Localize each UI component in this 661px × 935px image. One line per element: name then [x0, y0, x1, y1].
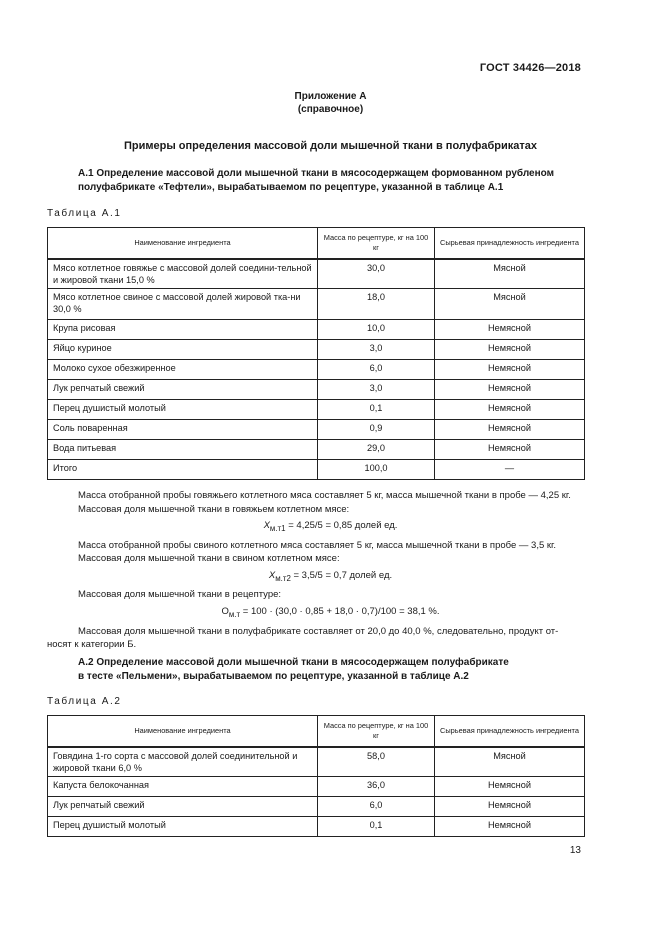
table-header-row [48, 716, 585, 747]
mass-cell: 30,0 [318, 259, 435, 289]
formula-subscript: м.т2 [275, 573, 291, 583]
paragraph: Масса отобранной пробы свиного котлетного мяса составляет 5 кг, масса мышечной ткани в пробе — 3,5 кг. [78, 540, 556, 551]
page-title: Примеры определения массовой доли мышечной ткани в полуфабрикатах [124, 140, 537, 152]
ingredient-cell: Вода питьевая [48, 440, 318, 460]
column-header-mass: Масса по рецептуре, кг на 100 кг [318, 228, 435, 259]
category-cell: Немясной [435, 320, 585, 340]
table-row [48, 777, 585, 797]
mass-cell: 100,0 [318, 460, 435, 480]
ingredient-cell: Яйцо куриное [48, 340, 318, 360]
formula-subscript: м.т1 [269, 523, 286, 533]
document-id: ГОСТ 34426—2018 [479, 62, 581, 74]
formula-subscript: м.т [228, 609, 241, 619]
table-row [48, 440, 585, 460]
paragraph: Масса отобранной пробы говяжьего котлетного мяса составляет 5 кг, масса мышечной ткани в пробе — 4,25 кг. [78, 490, 571, 501]
formula-variable: X [268, 570, 276, 581]
category-cell: Немясной [435, 400, 585, 420]
category-cell: Немясной [435, 340, 585, 360]
table-row [48, 360, 585, 380]
paragraph: Массовая доля мышечной ткани в полуфабрикате составляет от 20,0 до 40,0 %, следовательно, продукт от- [78, 626, 559, 637]
category-cell: Немясной [435, 777, 585, 797]
formula-expression: = 100 · (30,0 · 0,85 + 18,0 · 0,7)/100 = 38,1 %. [240, 606, 440, 617]
column-header-ingredient: Наименование ингредиента [48, 716, 318, 747]
table-row [48, 320, 585, 340]
table-row [48, 797, 585, 817]
mass-cell: 6,0 [318, 797, 435, 817]
mass-cell: 0,1 [318, 817, 435, 837]
table-row [48, 460, 585, 480]
formula-expression: = 4,25/5 = 0,85 долей ед. [285, 520, 398, 531]
formula-variable: X [263, 520, 270, 531]
section-a2-heading-line: в тесте «Пельмени», вырабатываемом по рецептуре, указанной в таблице А.2 [78, 671, 469, 682]
column-header-ingredient: Наименование ингредиента [48, 228, 318, 259]
formula-expression: = 3,5/5 = 0,7 долей ед. [290, 570, 393, 581]
category-cell: Немясной [435, 797, 585, 817]
ingredient-cell: Лук репчатый свежий [48, 380, 318, 400]
table-a2-caption: Таблица А.2 [47, 696, 122, 707]
mass-cell: 36,0 [318, 777, 435, 797]
formula-pork [0, 570, 661, 583]
category-cell: Немясной [435, 360, 585, 380]
ingredient-cell: Соль поваренная [48, 420, 318, 440]
category-cell: Немясной [435, 440, 585, 460]
formula-variable: О [221, 606, 229, 617]
ingredient-cell: Молоко сухое обезжиренное [48, 360, 318, 380]
ingredient-cell: Капуста белокочанная [48, 777, 318, 797]
appendix-title: Приложение А [294, 91, 367, 102]
mass-cell: 0,1 [318, 400, 435, 420]
table-row [48, 817, 585, 837]
paragraph: носят к категории Б. [47, 639, 137, 650]
ingredient-cell: Крупа рисовая [48, 320, 318, 340]
mass-cell: 18,0 [318, 289, 435, 320]
paragraph: Массовая доля мышечной ткани в говяжьем котлетном мясе: [78, 504, 350, 515]
table-row [48, 747, 585, 777]
category-cell: Мясной [435, 259, 585, 289]
ingredient-cell: Перец душистый молотый [48, 817, 318, 837]
ingredient-cell: Перец душистый молотый [48, 400, 318, 420]
table-row [48, 289, 585, 320]
table-a2 [47, 715, 585, 837]
formula-beef [0, 520, 661, 533]
paragraph: Массовая доля мышечной ткани в свином котлетном мясе: [78, 553, 340, 564]
table-a1 [47, 227, 585, 480]
mass-cell: 10,0 [318, 320, 435, 340]
table-row [48, 380, 585, 400]
category-cell: Немясной [435, 817, 585, 837]
category-cell: Мясной [435, 747, 585, 777]
appendix-heading [0, 90, 661, 116]
ingredient-cell: Итого [48, 460, 318, 480]
column-header-mass: Масса по рецептуре, кг на 100 кг [318, 716, 435, 747]
column-header-category: Сырьевая принадлежность ингредиента [435, 228, 585, 259]
section-a2-heading [78, 656, 588, 684]
section-a2-heading-line: А.2 Определение массовой доли мышечной ткани в мясосодержащем полуфабрикате [78, 657, 509, 668]
mass-cell: 58,0 [318, 747, 435, 777]
category-cell: Мясной [435, 289, 585, 320]
column-header-category: Сырьевая принадлежность ингредиента [435, 716, 585, 747]
table-row [48, 400, 585, 420]
ingredient-cell: Мясо котлетное говяжье с массовой долей соедини-тельной и жировой ткани 15,0 % [48, 259, 318, 289]
category-cell: — [435, 460, 585, 480]
table-row [48, 420, 585, 440]
table-row [48, 259, 585, 289]
appendix-status: (справочное) [297, 104, 364, 115]
table-header-row [48, 228, 585, 259]
mass-cell: 3,0 [318, 380, 435, 400]
section-a1-heading: А.1 Определение массовой доли мышечной ткани в мясосодержащем формованном рубленом полуфабрикате «Тефтели», вырабатываемом по рецептуре, указанной в таблице А.1 [78, 168, 555, 193]
table-a1-caption: Таблица А.1 [47, 208, 122, 219]
mass-cell: 29,0 [318, 440, 435, 460]
ingredient-cell: Говядина 1-го сорта с массовой долей соединительной и жировой ткани 6,0 % [48, 747, 318, 777]
mass-cell: 3,0 [318, 340, 435, 360]
category-cell: Немясной [435, 420, 585, 440]
table-row [48, 340, 585, 360]
page-number: 13 [569, 845, 581, 856]
mass-cell: 6,0 [318, 360, 435, 380]
paragraph: Массовая доля мышечной ткани в рецептуре: [78, 589, 282, 600]
formula-recipe [0, 606, 661, 619]
category-cell: Немясной [435, 380, 585, 400]
ingredient-cell: Лук репчатый свежий [48, 797, 318, 817]
mass-cell: 0,9 [318, 420, 435, 440]
ingredient-cell: Мясо котлетное свиное с массовой долей жировой тка-ни 30,0 % [48, 289, 318, 320]
